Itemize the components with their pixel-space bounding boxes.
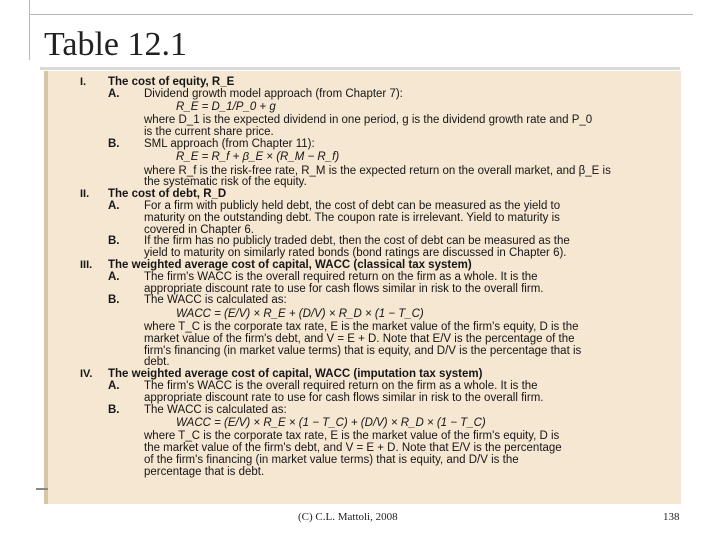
item-label: A.	[108, 200, 120, 212]
footer-credit: (C) C.L. Mattoli, 2008	[298, 511, 398, 523]
formula-note-line: the market value of the firm's debt, and V = E + D. Note that E/V is the percentage	[144, 442, 562, 454]
item-label: A.	[108, 87, 120, 100]
section-number: I.	[80, 76, 87, 88]
formula: WACC = (E/V) × R_E × (1 − T_C) + (D/V) × R_D × (1 − T_C)	[176, 416, 486, 429]
section-heading: The weighted average cost of capital, WACC (classical tax system)	[108, 259, 472, 271]
item-text-line: If the firm has no publicly traded debt, then the cost of debt can be measured as the	[144, 235, 570, 248]
item-label: A.	[108, 270, 120, 283]
section-heading: The cost of debt, R_D	[108, 188, 227, 201]
footer-accent-mark	[36, 488, 48, 490]
item-text-line: yield to maturity on similarly rated bonds (bond ratings are discussed in Chapter 6).	[144, 247, 567, 260]
item-text-line: The firm's WACC is the overall required return on the firm as a whole. It is the	[144, 270, 538, 283]
item-text-line: appropriate discount rate to use for cash flows similar in risk to the overall firm.	[144, 282, 544, 295]
item-label: B.	[108, 403, 120, 416]
formula-note-line: where T_C is the corporate tax rate, E is the market value of the firm's equity, D is	[144, 430, 560, 443]
item-label: B.	[108, 138, 120, 150]
item-label: B.	[108, 235, 120, 248]
item-text-line: The WACC is calculated as:	[144, 294, 287, 307]
item-text-line: For a firm with publicly held debt, the cost of debt can be measured as the yield to	[144, 200, 561, 212]
formula-note-line: is the current share price.	[144, 126, 274, 139]
formula-note-line: of the firm's financing (in market value terms) that is equity, and D/V is the	[144, 453, 519, 466]
item-text-line: The firm's WACC is the overall required return on the firm as a whole. It is the	[144, 380, 538, 392]
formula: WACC = (E/V) × R_E + (D/V) × R_D × (1 − T_C)	[176, 307, 424, 320]
item-text-line: covered in Chapter 6.	[144, 223, 254, 236]
item-text-line: SML approach (from Chapter 11):	[144, 138, 315, 150]
page-number: 138	[663, 511, 680, 523]
section-heading: The cost of equity, R_E	[108, 76, 235, 88]
formula-note-line: where T_C is the corporate tax rate, E is the market value of the firm's equity, D is the	[144, 321, 579, 333]
slide-title: Table 12.1	[44, 26, 188, 63]
formula-note-line: debt.	[144, 356, 170, 369]
formula: R_E = D_1/P_0 + g	[176, 101, 276, 114]
formula: R_E = R_f + β_E × (R_M − R_f)	[176, 151, 340, 164]
section-number: II.	[80, 188, 90, 201]
item-label: B.	[108, 294, 120, 307]
decorative-vertical-rule	[29, 0, 30, 60]
formula-note-line: where D_1 is the expected dividend in one period, g is the dividend growth rate and P_0	[144, 114, 593, 127]
item-text-line: The WACC is calculated as:	[144, 403, 287, 416]
section-number: III.	[80, 259, 93, 271]
item-label: A.	[108, 380, 120, 392]
item-text-line: Dividend growth model approach (from Chapter 7):	[144, 87, 403, 100]
title-underline	[40, 67, 680, 70]
formula-note-line: firm's financing (in market value terms) that is equity, and D/V is the percentage that is	[144, 344, 582, 357]
section-heading: The weighted average cost of capital, WACC (imputation tax system)	[108, 368, 483, 381]
formula-note-line: market value of the firm's debt, and V = E + D. Note that E/V is the percentage of the	[144, 332, 575, 345]
formula-note-line: where R_f is the risk-free rate, R_M is the expected return on the overall market, and β_E is	[144, 164, 611, 177]
formula-note-line: percentage that is debt.	[144, 465, 265, 478]
formula-note-line: the systematic risk of the equity.	[144, 176, 307, 189]
item-text-line: appropriate discount rate to use for cash flows similar in risk to the overall firm.	[144, 391, 544, 404]
section-number: IV.	[80, 368, 93, 381]
wacc-summary-table	[44, 71, 681, 504]
decorative-horizontal-rule	[29, 14, 693, 15]
item-text-line: maturity on the outstanding debt. The coupon rate is irrelevant. Yield to maturity is	[144, 211, 560, 224]
